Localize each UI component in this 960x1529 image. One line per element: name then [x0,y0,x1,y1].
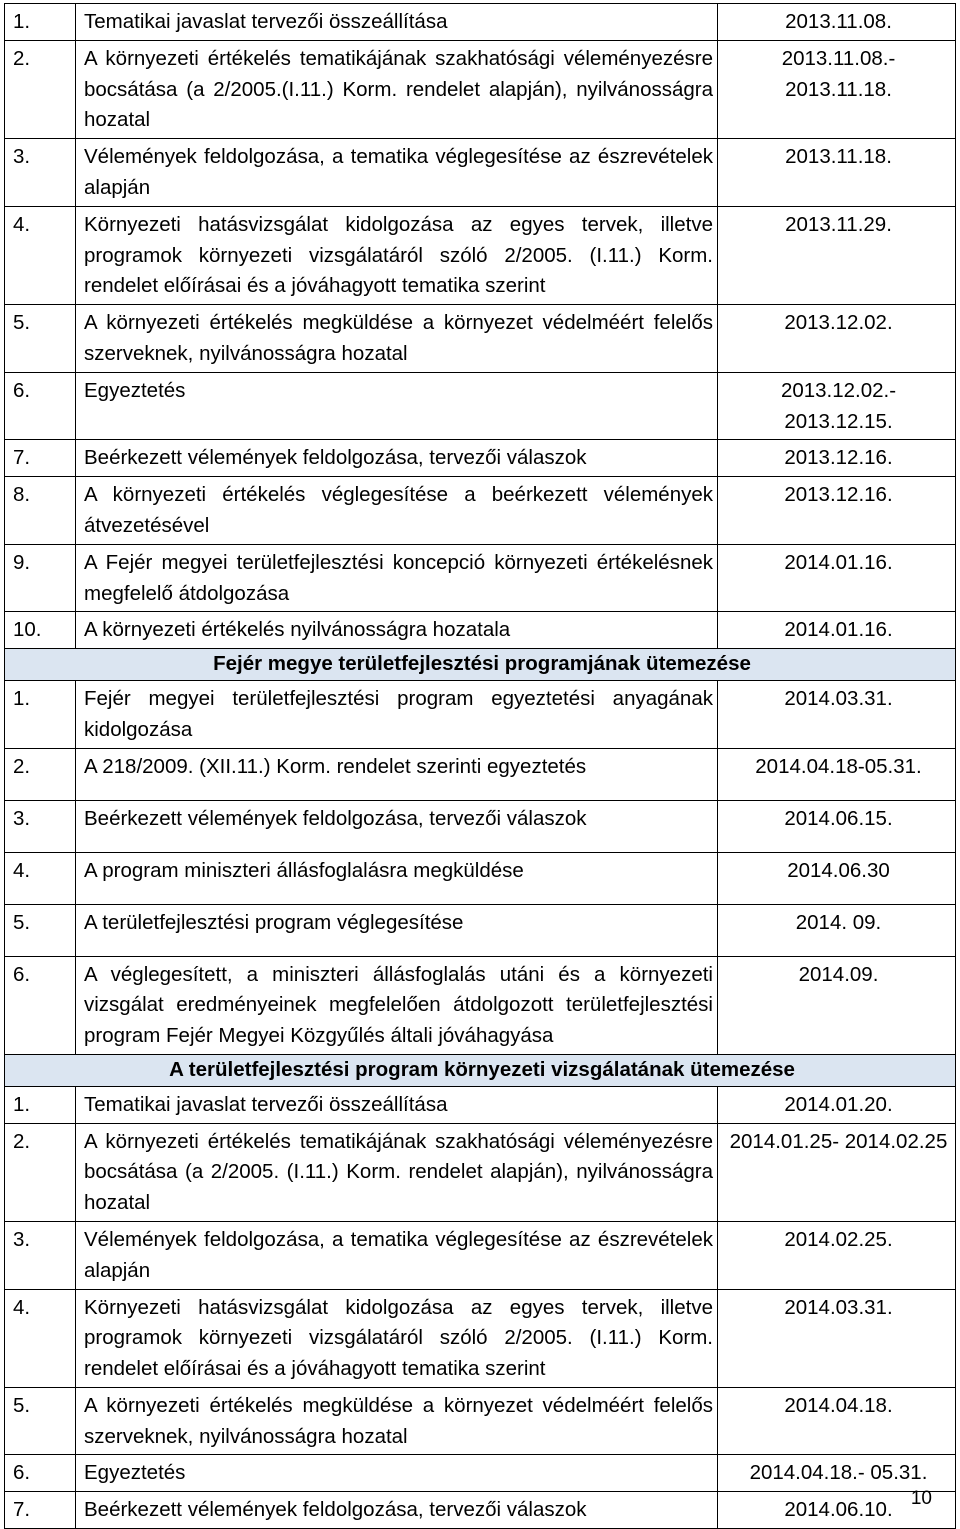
row-date: 2013.12.02. [718,305,956,373]
table-row [5,904,956,956]
row-date: 2013.12.16. [718,477,956,545]
row-number: 3. [5,1221,76,1289]
section-header-row [5,649,956,681]
row-date: 2013.11.08.- 2013.11.18. [718,40,956,138]
row-task: A 218/2009. (XII.11.) Korm. rendelet szerinti egyeztetés [76,748,718,800]
row-task: A környezeti értékelés nyilvánosságra hozatala [76,612,718,649]
row-number: 10. [5,612,76,649]
row-date: 2014.03.31. [718,1289,956,1387]
row-number: 3. [5,139,76,207]
row-task: Beérkezett vélemények feldolgozása, tervezői válaszok [76,800,718,852]
row-task: Egyeztetés [76,372,718,440]
row-date: 2014.03.31. [718,680,956,748]
row-task: A véglegesített, a miniszteri állásfoglalás utáni és a környezeti vizsgálat eredményeinek megfelelően átdolgozott területfejlesztési program Fejér Megyei Közgyűlés általi jóváhagyása [76,956,718,1054]
row-number: 2. [5,748,76,800]
row-number: 5. [5,305,76,373]
row-number: 1. [5,4,76,41]
row-date: 2013.11.29. [718,206,956,304]
row-date: 2014.01.25- 2014.02.25 [718,1123,956,1221]
row-number: 6. [5,956,76,1054]
row-task: Vélemények feldolgozása, a tematika véglegesítése az észrevételek alapján [76,139,718,207]
row-number: 4. [5,206,76,304]
row-task: A környezeti értékelés tematikájának szakhatósági véleményezésre bocsátása (a 2/2005.(I.11.) Korm. rendelet alapján), nyilvánosságra hozatal [76,40,718,138]
table-row [5,1387,956,1455]
row-date: 2013.11.08. [718,4,956,41]
row-number: 4. [5,1289,76,1387]
table-row [5,680,956,748]
row-date: 2014.04.18. [718,1387,956,1455]
row-number: 1. [5,1086,76,1123]
table-row [5,1492,956,1529]
row-date: 2014.02.25. [718,1221,956,1289]
table-row [5,477,956,545]
row-date: 2013.12.16. [718,440,956,477]
row-task: Tematikai javaslat tervezői összeállítása [76,4,718,41]
row-number: 9. [5,544,76,612]
row-date: 2014.06.10. [718,1492,956,1529]
table-row [5,748,956,800]
row-task: A környezeti értékelés megküldése a környezet védelméért felelős szerveknek, nyilvánosságra hozatal [76,1387,718,1455]
table-row [5,1086,956,1123]
row-task: Fejér megyei területfejlesztési program egyeztetési anyagának kidolgozása [76,680,718,748]
row-date: 2014. 09. [718,904,956,956]
schedule-table [4,3,956,1529]
row-task: A Fejér megyei területfejlesztési koncepció környezeti értékelésnek megfelelő átdolgozása [76,544,718,612]
row-number: 6. [5,372,76,440]
table-row [5,612,956,649]
row-task: A program miniszteri állásfoglalásra megküldése [76,852,718,904]
row-task: Környezeti hatásvizsgálat kidolgozása az egyes tervek, illetve programok környezeti vizsgálatáról szóló 2/2005. (I.11.) Korm. rendelet előírásai és a jóváhagyott tematika szerint [76,1289,718,1387]
row-number: 2. [5,1123,76,1221]
row-task: A környezeti értékelés véglegesítése a beérkezett vélemények átvezetésével [76,477,718,545]
row-task: Beérkezett vélemények feldolgozása, tervezői válaszok [76,1492,718,1529]
page-number: 10 [910,1488,932,1509]
table-row [5,1455,956,1492]
row-date: 2014.09. [718,956,956,1054]
table-row [5,1289,956,1387]
row-number: 2. [5,40,76,138]
table-row [5,206,956,304]
section-header-row [5,1054,956,1086]
row-number: 6. [5,1455,76,1492]
row-task: Környezeti hatásvizsgálat kidolgozása az egyes tervek, illetve programok környezeti vizsgálatáról szóló 2/2005. (I.11.) Korm. rendelet előírásai és a jóváhagyott tematika szerint [76,206,718,304]
table-row [5,956,956,1054]
row-number: 7. [5,440,76,477]
row-task: Beérkezett vélemények feldolgozása, tervezői válaszok [76,440,718,477]
row-number: 7. [5,1492,76,1529]
row-date: 2013.11.18. [718,139,956,207]
row-task: A területfejlesztési program véglegesítése [76,904,718,956]
table-row [5,440,956,477]
row-date: 2014.01.16. [718,612,956,649]
row-date: 2013.12.02.- 2013.12.15. [718,372,956,440]
row-date: 2014.06.15. [718,800,956,852]
row-date: 2014.04.18-05.31. [718,748,956,800]
table-row [5,1221,956,1289]
row-number: 4. [5,852,76,904]
row-number: 3. [5,800,76,852]
table-row [5,4,956,41]
row-number: 8. [5,477,76,545]
section-title: Fejér megye területfejlesztési programjának ütemezése [5,649,956,681]
table-row [5,852,956,904]
section-title: A területfejlesztési program környezeti vizsgálatának ütemezése [5,1054,956,1086]
row-date: 2014.01.16. [718,544,956,612]
row-number: 5. [5,1387,76,1455]
row-task: Vélemények feldolgozása, a tematika véglegesítése az észrevételek alapján [76,1221,718,1289]
row-task: Egyeztetés [76,1455,718,1492]
row-task: Tematikai javaslat tervezői összeállítása [76,1086,718,1123]
table-row [5,1123,956,1221]
table-row [5,139,956,207]
table-row [5,800,956,852]
row-date: 2014.06.30 [718,852,956,904]
row-date: 2014.01.20. [718,1086,956,1123]
table-row [5,305,956,373]
row-task: A környezeti értékelés tematikájának szakhatósági véleményezésre bocsátása (a 2/2005. (I.11.) Korm. rendelet alapján), nyilvánosságra hozatal [76,1123,718,1221]
table-row [5,40,956,138]
row-task: A környezeti értékelés megküldése a környezet védelméért felelős szerveknek, nyilvánosságra hozatal [76,305,718,373]
table-row [5,372,956,440]
table-row [5,544,956,612]
row-number: 1. [5,680,76,748]
row-date: 2014.04.18.- 05.31. [718,1455,956,1492]
row-number: 5. [5,904,76,956]
